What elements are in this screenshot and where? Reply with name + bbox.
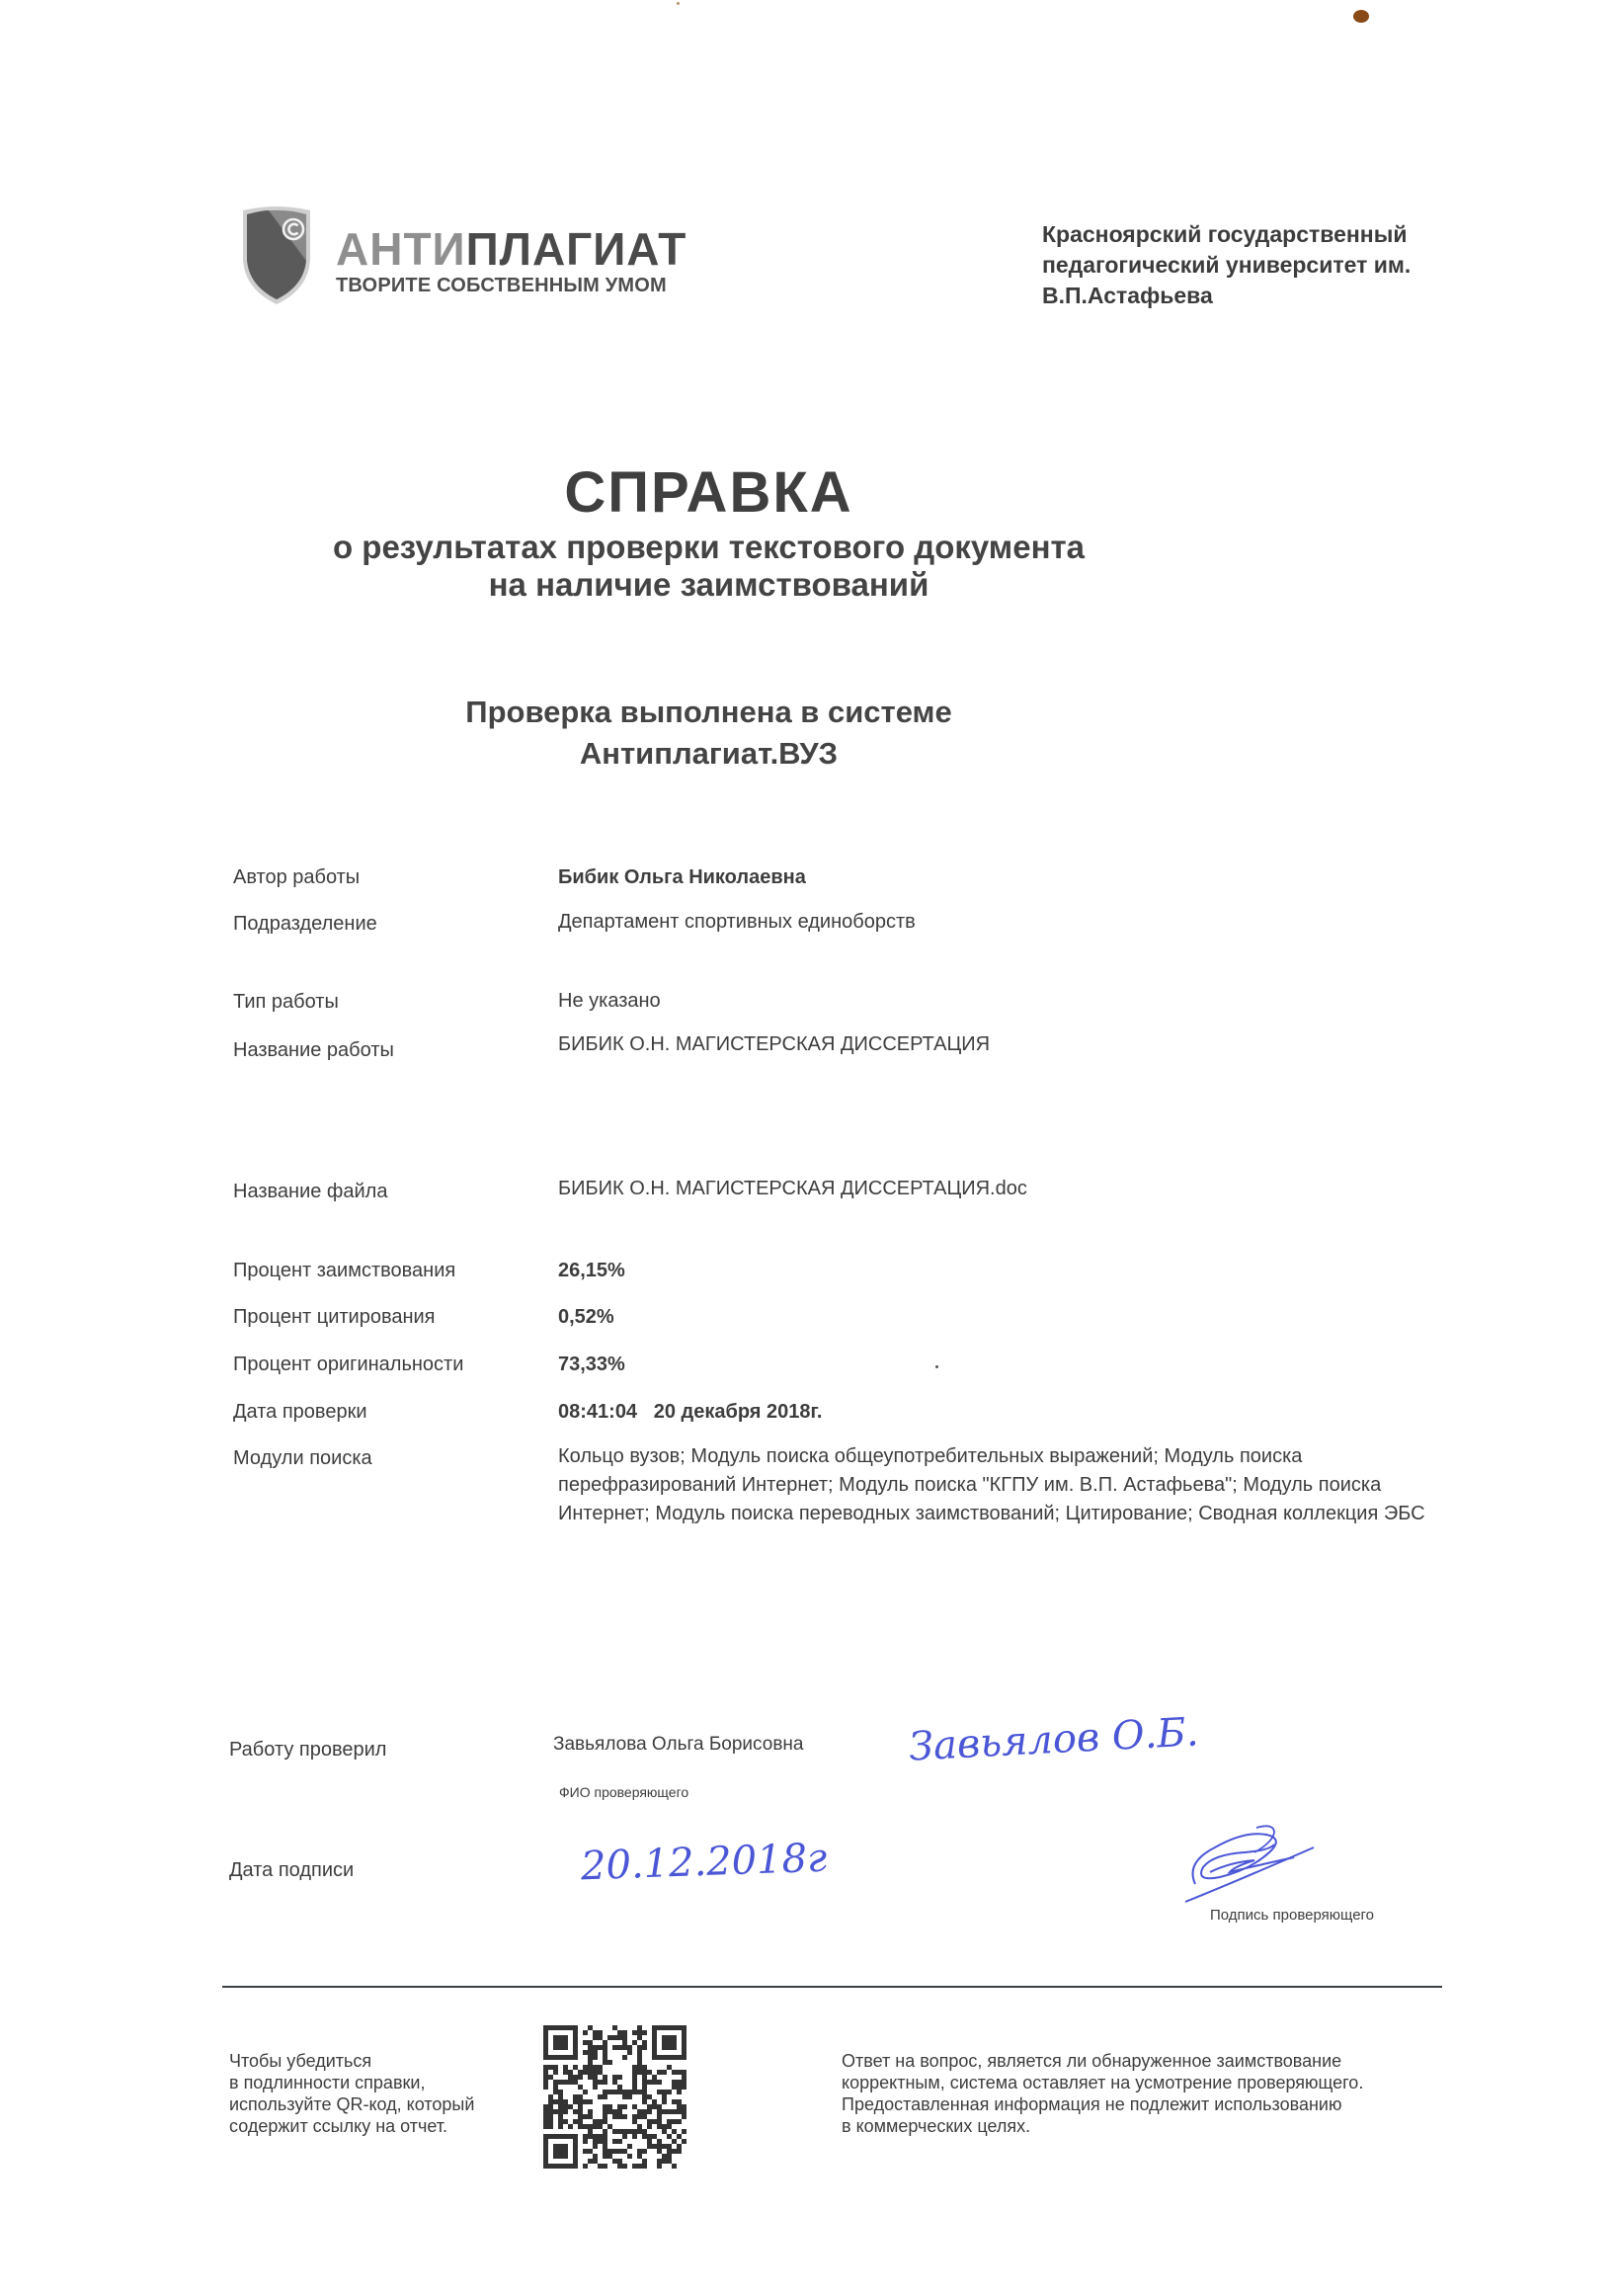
qr-note (229, 2050, 474, 2137)
organization-line: Красноярский государственный (1042, 221, 1408, 247)
handwritten-sign-date: 20.12.2018г (580, 1835, 828, 1890)
copyright-shield-icon (237, 203, 316, 306)
work-type-label: Тип работы (233, 991, 339, 1013)
handwritten-checker-name: Завьялов О.Б. (907, 1709, 1200, 1770)
disclaimer-line: Ответ на вопрос, является ли обнаруженное заимствование (842, 2051, 1342, 2071)
disclaimer (842, 2050, 1363, 2137)
citation-percent-label: Процент цитирования (233, 1306, 436, 1328)
check-date-label: Дата проверки (233, 1401, 367, 1423)
work-type-value: Не указано (558, 990, 661, 1012)
qr-note-line: Чтобы убедиться (229, 2051, 372, 2071)
subtitle-line: на наличие заимствований (488, 566, 929, 603)
file-name-label: Название файла (233, 1181, 388, 1202)
signature-caption: Подпись проверяющего (1210, 1907, 1375, 1924)
disclaimer-line: корректным, система оставляет на усмотрение проверяющего. (842, 2073, 1364, 2092)
borrowing-percent-value: 26,15% (558, 1260, 625, 1281)
search-modules-label: Модули поиска (233, 1447, 372, 1469)
logo-word-anti: АНТИ (336, 223, 466, 275)
search-modules-value: Кольцо вузов; Модуль поиска общеупотребительных выражений; Модуль поиска перефразирований Интернет; Модуль поиска "КГПУ им. В.П. Астафьева"; Модуль поиска Интернет; Модуль поиска переводных заимствований; Цитирование; Сводная коллекция ЭБС (558, 1445, 1425, 1524)
department-value: Департамент спортивных единоборств (558, 911, 916, 933)
document-subtitle (0, 529, 1417, 604)
originality-percent-value: 73,33% (558, 1353, 625, 1375)
system-line: Проверка выполнена в системе (465, 695, 952, 729)
borrowing-percent-label: Процент заимствования (233, 1260, 456, 1281)
logo-tagline: ТВОРИТЕ СОБСТВЕННЫМ УМОМ (336, 275, 667, 296)
disclaimer-line: в коммерческих целях. (842, 2116, 1031, 2136)
subtitle-line: о результатах проверки текстового документа (332, 529, 1086, 565)
system-statement (0, 692, 1417, 775)
organization-line: педагогический университет им. (1042, 252, 1412, 278)
qr-code[interactable] (543, 2025, 686, 2169)
citation-percent-value: 0,52% (558, 1306, 614, 1328)
signature-mark (1175, 1823, 1324, 1907)
system-line: Антиплагиат.ВУЗ (579, 736, 839, 771)
checker-name-caption: ФИО проверяющего (559, 1784, 689, 1800)
department-label: Подразделение (233, 913, 377, 935)
scan-speck (935, 1365, 938, 1368)
organization-line: В.П.Астафьева (1042, 283, 1213, 308)
disclaimer-line: Предоставленная информация не подлежит использованию (842, 2094, 1342, 2114)
qr-note-line: в подлинности справки, (229, 2073, 426, 2092)
check-date-value: 08:41:04 20 декабря 2018г. (558, 1401, 823, 1423)
author-label: Автор работы (233, 866, 361, 888)
checker-name: Завьялова Ольга Борисовна (553, 1734, 804, 1755)
file-name-value: БИБИК О.Н. МАГИСТЕРСКАЯ ДИССЕРТАЦИЯ.doc (558, 1178, 1027, 1199)
sign-date-label: Дата подписи (229, 1859, 355, 1881)
qr-note-line: содержит ссылку на отчет. (229, 2116, 448, 2136)
qr-note-line: используйте QR-код, который (229, 2094, 475, 2114)
work-title-value: БИБИК О.Н. МАГИСТЕРСКАЯ ДИССЕРТАЦИЯ (558, 1033, 991, 1055)
checked-by-label: Работу проверил (229, 1739, 387, 1761)
document-title: СПРАВКА (564, 460, 853, 525)
logo-wordmark (336, 222, 686, 276)
scan-speck (677, 2, 680, 5)
footer-divider (222, 1986, 1442, 1988)
work-title-label: Название работы (233, 1039, 394, 1061)
author-value: Бибик Ольга Николаевна (558, 866, 806, 888)
scan-speck (1353, 10, 1369, 23)
originality-percent-label: Процент оригинальности (233, 1353, 464, 1375)
organization-name (1042, 219, 1411, 311)
logo-word-plagiat: ПЛАГИАТ (465, 223, 687, 275)
antiplagiat-logo (237, 203, 687, 311)
